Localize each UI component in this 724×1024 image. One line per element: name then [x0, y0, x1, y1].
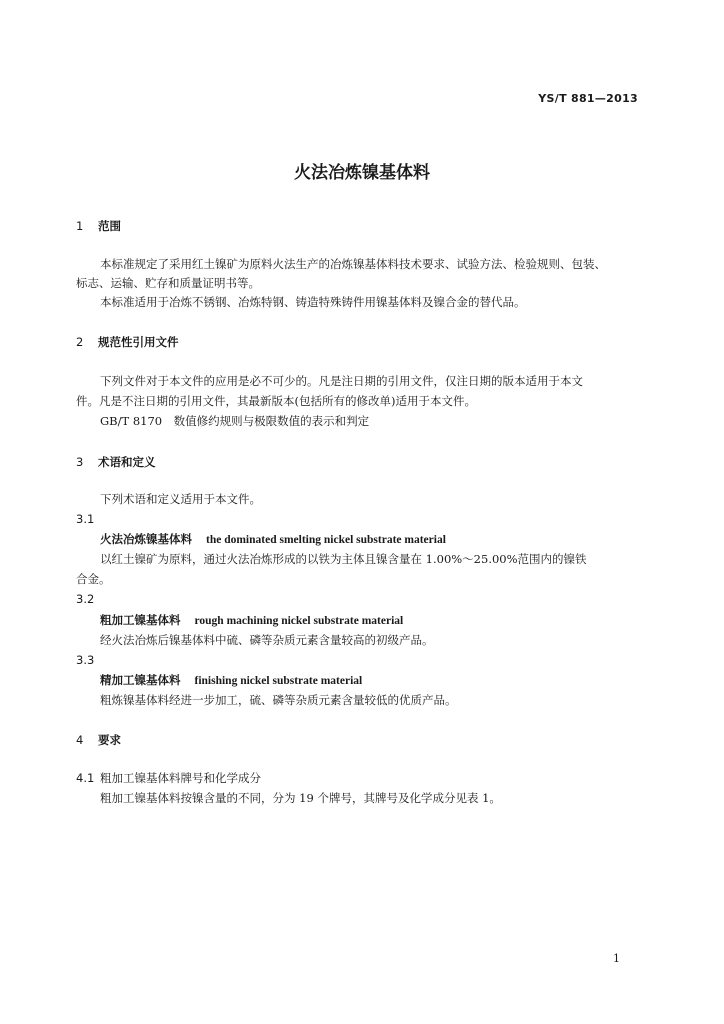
term-3-1 — [100, 531, 446, 547]
term-en: rough machining nickel substrate material — [194, 615, 404, 627]
section-number: 2 — [76, 335, 84, 349]
term-en: the dominated smelting nickel substrate material — [206, 534, 446, 546]
s4-1-paragraph: 粗加工镍基体料按镍含量的不同，分为 19 个牌号，其牌号及化学成分见表 1。 — [100, 791, 501, 805]
term-3-3-definition: 粗炼镍基体料经进一步加工，硫、磷等杂质元素含量较低的优质产品。 — [100, 693, 457, 707]
section-3-heading — [76, 454, 156, 470]
section-title: 术语和定义 — [98, 455, 156, 469]
term-3-3 — [100, 672, 362, 688]
subsection-4-1-heading — [76, 770, 261, 786]
term-3-3-number: 3.3 — [76, 653, 95, 667]
subsection-title: 粗加工镍基体料牌号和化学成分 — [100, 771, 261, 785]
term-3-2-definition: 经火法冶炼后镍基体料中硫、磷等杂质元素含量较高的初级产品。 — [100, 633, 434, 647]
s3-intro: 下列术语和定义适用于本文件。 — [100, 492, 261, 506]
section-title: 要求 — [98, 733, 121, 747]
term-3-1-definition-line-1: 以红土镍矿为原料，通过火法冶炼形成的以铁为主体且镍含量在 1.00%～25.00%范围内的镍铁 — [100, 552, 587, 566]
s1-paragraph-1-line-1: 本标准规定了采用红土镍矿为原料火法生产的冶炼镍基体料技术要求、试验方法、检验规则、包装、 — [100, 257, 606, 271]
term-zh: 精加工镍基体料 — [100, 673, 181, 687]
section-number: 3 — [76, 455, 84, 469]
document-title: 火法冶炼镍基体料 — [294, 163, 430, 183]
s1-paragraph-2: 本标准适用于冶炼不锈钢、冶炼特钢、铸造特殊铸件用镍基体料及镍合金的替代品。 — [100, 295, 526, 309]
term-3-1-number: 3.1 — [76, 512, 95, 526]
term-3-1-definition-line-2: 合金。 — [76, 572, 111, 586]
term-zh: 粗加工镍基体料 — [100, 613, 181, 627]
term-3-2-number: 3.2 — [76, 592, 95, 606]
normative-reference: GB/T 8170 数值修约规则与极限数值的表示和判定 — [100, 414, 370, 428]
page-number: 1 — [613, 952, 620, 965]
term-3-2 — [100, 612, 403, 628]
term-en: finishing nickel substrate material — [194, 675, 363, 687]
term-zh: 火法冶炼镍基体料 — [100, 532, 192, 546]
section-4-heading — [76, 732, 121, 748]
section-1-heading — [76, 218, 121, 234]
section-number: 4 — [76, 733, 84, 747]
s2-paragraph-1-line-2: 件。凡是不注日期的引用文件，其最新版本(包括所有的修改单)适用于本文件。 — [76, 394, 476, 408]
s1-paragraph-1-line-2: 标志、运输、贮存和质量证明书等。 — [76, 276, 260, 290]
standard-code: YS/T 881—2013 — [538, 92, 638, 105]
section-2-heading — [76, 334, 179, 350]
section-number: 1 — [76, 219, 84, 233]
subsection-number: 4.1 — [76, 771, 95, 785]
section-title: 规范性引用文件 — [98, 335, 179, 349]
section-title: 范围 — [98, 219, 121, 233]
s2-paragraph-1-line-1: 下列文件对于本文件的应用是必不可少的。凡是注日期的引用文件，仅注日期的版本适用于本文 — [100, 374, 583, 388]
